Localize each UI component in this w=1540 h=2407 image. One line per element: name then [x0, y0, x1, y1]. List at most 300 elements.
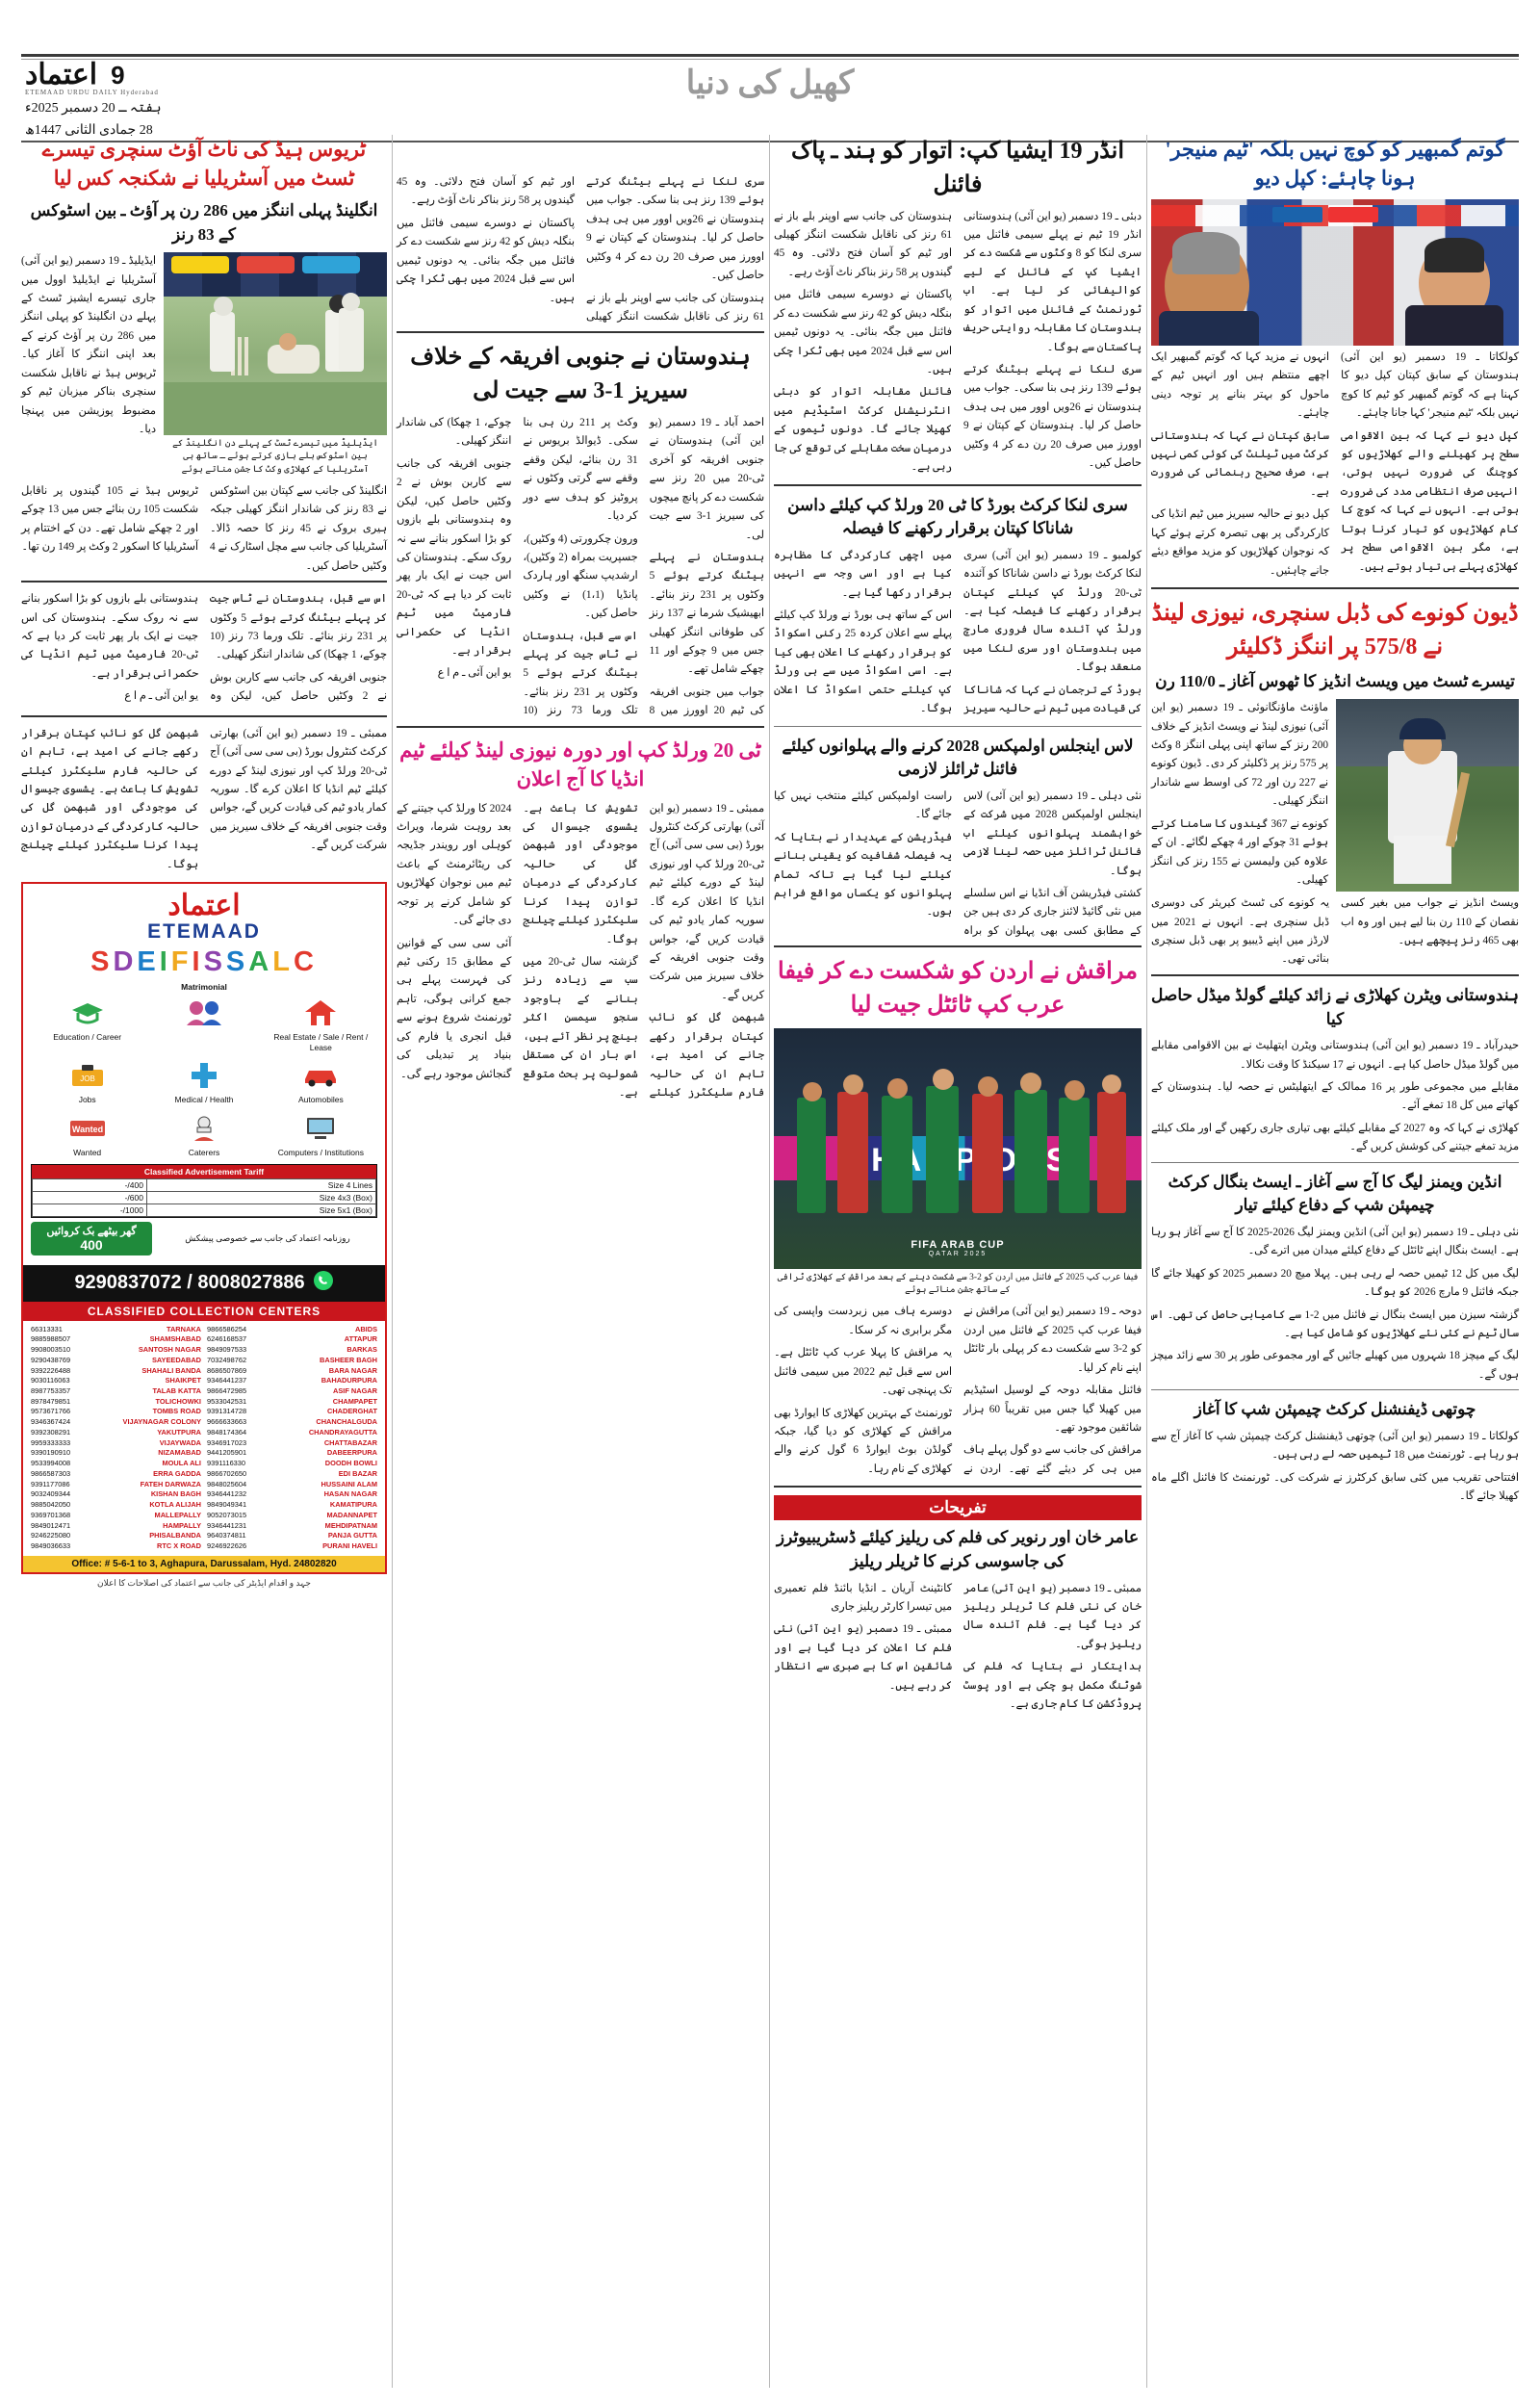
paragraph: گزشتہ سال ٹی-20 میں سب سے زیادہ رنز بنانے کے باوجود سنجو سیمسن اکثر بینچ پر نظر آئے ہیں، اس بار ان کی مستقل شمولیت پر بحث متوقع ہے۔: [523, 955, 638, 1099]
center-phone: 9246922626: [207, 1540, 247, 1550]
paragraph: سری لنکا نے پہلے بیٹنگ کرتے ہوئے 139 رنز ہی بنا سکی۔ جواب میں ہندوستان نے 26ویں اوور میں ہی ہدف حاصل کر لیا۔ ہندوستان کے کپتان نے 9 اوورز میں صرف 20 رن دے کر 4 وکٹیں حاصل کیں۔: [586, 176, 764, 282]
ad-badge-price: 400: [80, 1236, 103, 1253]
chef-icon: [147, 1109, 260, 1148]
center-name: ATTAPUR: [344, 1334, 377, 1344]
paragraph: لیگ کے میچز 18 شہروں میں کھیلے جائیں گے اور مجموعی طور پر 30 سے زائد میچز ہوں گے۔: [1151, 1350, 1519, 1381]
paragraph: مراقش کی جانب سے دو گول پہلے ہاف میں ہی کر دیئے گئے تھے۔ اردن نے دوسرے ہاف میں زبردست واپسی کی مگر برابری نہ کر سکا۔: [774, 1306, 1142, 1475]
tariff-rate: 1000/-: [33, 1204, 147, 1216]
paragraph: 2024 کا ورلڈ کپ جیتنے کے بعد روہت شرما، ویراٹ کوہلی اور رویندر جڈیجہ کی ریٹائرمنٹ کے باعث ٹیم میں نوجوان کھلاڑیوں کو شامل کرنے پر توجہ دی جائے گی۔: [397, 802, 512, 927]
article-t20-squad-spill: [21, 725, 387, 874]
paragraph: فیڈریشن کے عہدیدار نے بتایا کہ یہ فیصلہ شفافیت کو یقینی بنانے کیلئے لیا گیا ہے تاکہ تمام پہلوانوں کو یکساں مواقع فراہم ہوں۔: [774, 831, 952, 919]
article-devon-subheadline: تیسرے ٹسٹ میں ویسٹ انڈیز کا ٹھوس آغاز ـ 110/0 رن: [1155, 671, 1515, 690]
list-item: [31, 1531, 201, 1541]
article-india-sa-left-spill: [21, 590, 387, 711]
article-wsl-headline: انڈین ویمنز لیگ کا آج سے آغاز ـ ایسٹ بنگال کرکٹ چیمپئن شپ کے دفاع کیلئے تیار: [1168, 1172, 1502, 1215]
list-item: [207, 1428, 377, 1438]
center-phone: 9849036633: [31, 1540, 71, 1550]
paragraph: یہ کونوے کی ٹسٹ کیریئر کی دوسری ڈبل سنچری ہے۔ انہوں نے 2021 میں لارڈز میں اپنے ڈیبیو پر بھی ڈبل سنچری بنائی تھی۔: [1151, 897, 1329, 966]
center-phone: 9346917023: [207, 1437, 247, 1447]
fifa-arab-cup-logo: FIFA ARAB CUP QATAR 2025: [911, 1238, 1005, 1257]
article-devon-body-cont: [1151, 894, 1519, 970]
paragraph: دبئی ـ 19 دسمبر (یو این آئی) ہندوستانی انڈر 19 ٹیم نے پہلے سیمی فائنل میں سری لنکا کو 8 وکٹوں سے شکست دے کر ایشیا کپ کے فائنل کے لیے کوالیفائی کر لیا ہے۔ اب ٹورنمنٹ کے فائنل میں اتوار کو ہندوستان کا مقابلہ روایتی حریف پاکستان سے ہوگا۔: [963, 210, 1142, 353]
ashes-photo-caption: ایڈیلیڈ میں تیسرے ٹسٹ کے پہلے دن انگلینڈ کے بین اسٹوکس بلے بازی کرتے ہوئے ـ ساتھ ہی آسٹریلیا کے کھلاڑی وکٹ کا جشن مناتے ہوئے: [172, 439, 378, 475]
morocco-photo-caption: فیفا عرب کپ 2025 کے فائنل میں اردن کو 2-3 سے شکست دینے کے بعد مراقش کے کھلاڑی ٹرافی کے ساتھ جشن مناتے ہوئے: [777, 1272, 1139, 1296]
article-t20-squad-body: [397, 800, 764, 1103]
divider: [1151, 974, 1519, 976]
ad-whatsapp-number: 8008027886 / 9290837072: [74, 1272, 305, 1294]
center-phone: 9533042531: [207, 1396, 247, 1406]
center-name: VIJAYNAGAR COLONY: [122, 1417, 201, 1427]
list-item: [31, 1500, 201, 1511]
paragraph: نئی دہلی ـ 19 دسمبر (یو این آئی) انڈین ویمنز لیگ 2026-2025 کا آج سے آغاز ہو رہا ہے۔ ایسٹ بنگال اپنے ٹائٹل کے دفاع کیلئے میدان میں اترے گی۔: [1151, 1226, 1520, 1257]
briefcase-icon: [31, 1056, 143, 1095]
masthead-logo-english: ETEMAAD URDU DAILY Hyderabad: [25, 88, 159, 96]
center-name: TALAB KATTA: [152, 1385, 201, 1395]
list-item: [207, 1541, 377, 1552]
paragraph: کولمبو ـ 19 دسمبر (یو این آئی) سری لنکا کرکٹ بورڈ نے داسن شاناکا کو آئندہ ٹی-20 ورلڈ کپ کیلئے کپتان برقرار رکھنے کا فیصلہ کیا ہے۔ ورلڈ کپ آئندہ سال فروری مارچ میں ہندوستان اور سری لنکا میں منعقد ہوگا۔: [963, 549, 1142, 674]
ashes-match-photo: [164, 252, 387, 435]
center-name: CHADERGHAT: [326, 1407, 377, 1416]
center-name: BARA NAGAR: [328, 1365, 377, 1375]
list-item: [207, 1334, 377, 1345]
computer-icon: [265, 1109, 377, 1148]
column-grid: [21, 135, 1519, 2388]
column-4: [21, 135, 387, 2388]
page-footer-note: جہد و اقدام ایڈیٹر کی جانب سے اعتماد کی اصلاحات کا اعلان: [97, 1577, 311, 1588]
center-phone: 9959333333: [31, 1437, 71, 1447]
center-name: HASAN NAGAR: [323, 1489, 377, 1499]
center-name: ASIF NAGAR: [333, 1385, 377, 1395]
section-title: کھیل کی دنیا: [685, 65, 855, 101]
center-name: KISHAN BAGH: [150, 1489, 201, 1499]
center-phone: 9391177086: [31, 1479, 70, 1488]
paragraph: اس کے ساتھ ہی بورڈ نے ورلڈ کپ کیلئے پہلے سے اعلان کردہ 25 رکنی اسکواڈ کو برقرار رکھنے کا اعلان بھی کیا ہے۔ اسی اسکواڈ میں سے ہی ورلڈ کپ کیلئے حتمی اسکواڈ کا اعلان ہوگا۔: [774, 609, 952, 715]
ad-category-automobiles[interactable]: [265, 1056, 377, 1105]
ad-category-education[interactable]: [31, 994, 143, 1052]
article-hyd-headline: ہندوستانی ویٹرن کھلاڑی نے زائد کیلئے گولڈ میڈل حاصل کیا: [1151, 985, 1519, 1028]
ad-category-medical[interactable]: [147, 1056, 260, 1105]
paragraph: ہدایتکار نے بتایا کہ فلم کی شوٹنگ مکمل ہو چکی ہے اور پوسٹ پروڈکشن کا کام جاری ہے۔: [963, 1661, 1142, 1711]
center-name: SHAMSHABAD: [149, 1334, 201, 1344]
column-2: [774, 135, 1142, 2388]
divider: [21, 715, 387, 717]
ad-category-label: Education / Career: [53, 1032, 122, 1043]
article-kapil-headline: گوتم گمبھیر کو کوچ نہیں بلکہ 'ٹیم منیجر' ہونا چاہئے: کپل دیو: [1165, 138, 1505, 191]
center-phone: 6246168537: [207, 1334, 247, 1344]
center-name: BARKAS: [346, 1345, 377, 1355]
list-item: [207, 1356, 377, 1366]
paragraph: فائنل مقابلہ اتوار کو دبئی انٹرنیشنل کرکٹ اسٹیڈیم میں کھیلا جائے گا۔ دونوں ٹیموں کے درمیان سخت مقابلے کی توقع کی جا رہی ہے۔: [774, 386, 952, 474]
divider: [21, 581, 387, 582]
ad-category-label: Automobiles: [297, 1095, 344, 1105]
center-phone: 8686507869: [207, 1365, 247, 1375]
center-name: HUSSAINI ALAM: [321, 1479, 377, 1488]
masthead-date-hijri: 28 جمادی الثانی 1447ھ: [25, 122, 153, 138]
center-name: TOLICHOWKI: [155, 1396, 201, 1406]
ad-category-label: Real Estate / Sale / Rent / Lease: [273, 1032, 369, 1052]
ad-category-caterers[interactable]: [147, 1109, 260, 1158]
divider: [774, 484, 1142, 486]
list-item: [31, 1356, 201, 1366]
list-item: [207, 1531, 377, 1541]
masthead-logo-arabic: اعتماد: [25, 59, 98, 91]
center-name: SANTOSH NAGAR: [138, 1345, 201, 1355]
paragraph: ممبئی ـ 19 دسمبر (یو این آئی) عامر خان کی نئی فلم کا ٹریلر ریلیز کر دیا گیا ہے۔ فلم آئندہ سال ریلیز ہوگی۔: [963, 1582, 1142, 1650]
kapil-dev-photo: [1151, 199, 1519, 346]
list-item: [31, 1366, 201, 1377]
tariff-size: Size 4 Lines: [146, 1178, 375, 1191]
ad-office-address: Office: # 5-6-1 to 3, Aghapura, Darussalam, Hyd. 24802820: [23, 1556, 385, 1572]
house-icon: [265, 994, 377, 1032]
center-name: SAYEEDABAD: [151, 1355, 201, 1364]
article-india-sa-body: [397, 414, 764, 721]
paragraph: پاکستان نے دوسرے سیمی فائنل میں بنگلہ دیش کو 42 رنز سے شکست دے کر فائنل میں جگہ بنائی۔ یہ دونوں ٹیمیں اس سے قبل 2024 میں بھی ٹکرا چکی ہیں۔: [397, 217, 575, 304]
ad-urdu-note: روزنامہ اعتماد کی جانب سے خصوصی پیشکش: [185, 1232, 350, 1243]
article-champ-body: [1151, 1428, 1519, 1507]
center-name: MEHDIPATNAM: [324, 1520, 377, 1530]
paragraph: کپل دیو نے حالیہ سیریز میں ٹیم انڈیا کی کارکردگی پر بھی تبصرہ کرتے ہوئے کہا کہ نوجوان کھلاڑیوں کو مزید مواقع دیئے جانے چاہئیں۔: [1151, 508, 1329, 577]
article-india-sa-spill: [21, 590, 387, 711]
center-phone: 9866586254: [207, 1324, 247, 1333]
article-u19-asia-cup: [774, 135, 1142, 479]
paragraph: افتتاحی تقریب میں کئی سابق کرکٹرز نے شرکت کی۔ ٹورنمنٹ کا فائنل اگلے ماہ کھیلا جائے گا۔: [1151, 1471, 1519, 1503]
matrimonial-label: Matrimonial: [181, 982, 227, 993]
paragraph: یہ مراقش کا پہلا عرب کپ ٹائٹل ہے۔ اس سے قبل ٹیم 2022 میں سیمی فائنل تک پہنچی تھی۔: [774, 1347, 952, 1397]
medical-cross-icon: [147, 1056, 260, 1095]
list-item: [207, 1397, 377, 1408]
list-item: [31, 1511, 201, 1521]
center-name: FATEH DARWAZA: [140, 1479, 201, 1488]
center-name: MALLEPALLY: [154, 1510, 201, 1519]
list-item: [31, 1448, 201, 1459]
center-phone: 9030116063: [31, 1376, 70, 1385]
center-phone: 9441205901: [207, 1448, 247, 1458]
center-phone: 9346441231: [207, 1520, 247, 1530]
tariff-size: Size 4x3 (Box): [146, 1191, 375, 1204]
paragraph: انگلینڈ کی جانب سے کپتان بین اسٹوکس نے 83 رنز کی شاندار اننگز کھیلی جبکہ ہیری بروک نے 45 رنز کا حصہ ڈالا۔ آسٹریلیا کی جانب سے مچل اسٹارک نے 4 وکٹیں حاصل کیں۔: [210, 485, 387, 572]
center-phone: 9392226488: [31, 1365, 71, 1375]
list-item: [31, 1397, 201, 1408]
paragraph: ٹورنمنٹ کے بہترین کھلاڑی کا ایوارڈ بھی مراقش کے کھلاڑی کو دیا گیا، جبکہ گولڈن بوٹ ایوارڈ 6 گول کرنے والے کھلاڑی کے نام رہا۔: [774, 1407, 952, 1475]
article-hyd-body: [1151, 1037, 1519, 1157]
paragraph: کولکاتا ـ 19 دسمبر (یو این آئی) چوتھی ڈیفنشنل کرکٹ چیمپئن شپ کا آغاز آج سے ہو رہا ہے۔ ٹورنمنٹ میں 18 ٹیمیں حصہ لے رہی ہیں۔: [1151, 1430, 1519, 1462]
wanted-icon: [31, 1109, 143, 1148]
center-name: TARNAKA: [167, 1324, 201, 1333]
paragraph: اس سے قبل، ہندوستان نے ٹاس جیت کر پہلے بیٹنگ کرتے ہوئے 5 وکٹوں پر 231 رنز بنائے۔ تلک ورما 73 رنز (10 چوکے، 1 چھکا) کی شاندار اننگز کھیلی۔: [397, 416, 638, 717]
center-phone: 9848025604: [207, 1479, 247, 1488]
ad-logo-arabic: اعتماد: [167, 890, 241, 922]
center-name: NIZAMABAD: [158, 1448, 201, 1458]
ad-category-matrimonial[interactable]: [147, 994, 260, 1052]
article-india-sa: [397, 341, 764, 720]
center-phone: 8978479851: [31, 1396, 71, 1406]
ad-category-jobs[interactable]: [31, 1056, 143, 1105]
center-name: RTC X ROAD: [157, 1540, 201, 1550]
center-phone: 9032409344: [31, 1489, 71, 1499]
list-item: [31, 1325, 201, 1335]
paragraph: لیگ میں کل 12 ٹیمیں حصہ لے رہی ہیں۔ پہلا میچ 20 دسمبر 2025 کو کھیلا جائے گا جبکہ فائنل 9 مارچ 2026 کو ہوگا۔: [1151, 1267, 1519, 1299]
list-item: [207, 1489, 377, 1500]
center-name: BAHADURPURA: [321, 1376, 377, 1385]
center-phone: 9390190910: [31, 1448, 71, 1458]
center-phone: 66313331: [31, 1324, 63, 1333]
center-name: EDI BAZAR: [338, 1468, 377, 1478]
paragraph: جنوبی افریقہ کی جانب سے کاربن بوش نے 2 وکٹیں حاصل کیں، لیکن وہ ہندوستانی بلے بازوں کو بڑا اسکور بنانے سے نہ روک سکے۔ ہندوستان کی اس جیت نے ایک بار پھر ثابت کر دیا ہے کہ ٹی-20 فارمیٹ میں ٹیم انڈیا کی حکمرانی برقرار ہے۔: [21, 593, 387, 703]
paragraph: ہندوستان کی جانب سے اوپنر بلے باز نے 61 رنز کی ناقابل شکست اننگز کھیلی اور ٹیم کو آسان فتح دلائی۔ وہ 45 گیندوں پر 58 رنز بناکر ناٹ آؤٹ رہے۔: [397, 176, 764, 323]
paragraph: فائنل مقابلہ دوحہ کے لوسیل اسٹیڈیم میں کھیلا گیا جس میں تقریباً 60 ہزار شائقین موجود تھے۔: [963, 1385, 1142, 1434]
paragraph: سابق کپتان نے کہا کہ ہندوستانی کرکٹ میں ٹیلنٹ کی کوئی کمی نہیں ہے، صرف صحیح رہنمائی کی ضرورت ہے۔: [1151, 429, 1329, 498]
list-item: [31, 1489, 201, 1500]
ad-collection-centers-list: [23, 1321, 385, 1556]
divider: [774, 945, 1142, 947]
tariff-table: [31, 1164, 377, 1218]
list-item: [207, 1500, 377, 1511]
paragraph: کشتی فیڈریشن آف انڈیا نے اس سلسلے میں نئی گائیڈ لائنز جاری کر دی ہیں جن کے مطابق کسی بھی پہلوان کو براہ راست اولمپکس کیلئے منتخب نہیں کیا جائے گا۔: [774, 789, 1142, 937]
list-item: [31, 1407, 201, 1417]
list-item: [31, 1345, 201, 1356]
center-name: MADANNAPET: [326, 1510, 377, 1519]
column-separator-3: [392, 135, 393, 2388]
list-item: [31, 1469, 201, 1480]
center-name: CHATTABAZAR: [323, 1437, 377, 1447]
center-phone: 9533994008: [31, 1459, 71, 1468]
center-phone: 9866702650: [207, 1468, 247, 1478]
article-u19-headline: انڈر 19 ایشیا کپ: اتوار کو ہند ـ پاک فائنل: [790, 139, 1125, 197]
article-ashes-body: [21, 482, 387, 576]
article-srilanka-headline: سری لنکا کرکٹ بورڈ کا ٹی 20 ورلڈ کپ کیلئے داسن شاناکا کپتان برقرار رکھنے کا فیصلہ: [787, 495, 1128, 538]
paragraph: کپل دیو نے کہا کہ بین الاقوامی سطح پر کھیلنے والے کھلاڑیوں کو کوچنگ کی ضرورت نہیں ہوتی، انہیں صرف انتظامی مدد کی ضرورت ہوتی ہے۔ انہوں نے کہا کہ کوچ کا کام کھلاڑیوں کو تیار کرنا ہوتا ہے، مگر بین الاقوامی سطح پر کھلاڑی پہلے ہی تیار ہوتے ہیں۔: [1341, 429, 1519, 573]
article-entertainment: [774, 1495, 1142, 1714]
article-india-sa-headline: ہندوستان نے جنوبی افریقہ کے خلاف سیریز 1-3 سے جیت لی: [410, 345, 751, 404]
ad-category-label: Caterers: [188, 1147, 220, 1157]
article-srilanka: [774, 494, 1142, 721]
car-icon: [265, 1056, 377, 1095]
center-phone: 9290438769: [31, 1355, 71, 1364]
center-name: HAMPALLY: [163, 1520, 201, 1530]
list-item: [207, 1417, 377, 1428]
paragraph: جواب میں جنوبی افریقہ کی ٹیم 20 اوورز میں 8 وکٹ پر 211 رن ہی بنا سکی۔ ڈیوالڈ بریوس نے 31 رن بنائے، لیکن وقفے وقفے سے گرتی وکٹوں نے پروٹیز کو ہدف سے دور کر دیا۔: [523, 416, 764, 717]
center-name: CHANDRAYAGUTTA: [308, 1427, 377, 1436]
center-name: DABEERPURA: [326, 1448, 377, 1458]
divider: [397, 331, 764, 333]
paragraph: کانٹینٹ آریان ـ انڈیا بائنڈ فلم تعمیری میں تیسرا کارٹر ریلیز جاری: [774, 1582, 952, 1613]
center-phone: 9246225080: [31, 1531, 71, 1540]
center-name: ERRA GADDA: [153, 1468, 201, 1478]
ad-category-label: Jobs: [78, 1095, 96, 1105]
article-la2028-body: [774, 788, 1142, 941]
classified-advertisement: [21, 882, 387, 1574]
center-phone: 9346367424: [31, 1417, 71, 1427]
paragraph: نئی دہلی ـ 19 دسمبر (یو این آئی) لاس اینجلس اولمپکس 2028 میں شرکت کے خواہشمند پہلوانوں کیلئے اب فائنل ٹرائلز میں حصہ لینا لازمی ہوگا۔: [963, 789, 1142, 877]
svg-text:Wanted: Wanted: [71, 1124, 103, 1134]
paragraph: ممبئی ـ 19 دسمبر (یو این آئی) بھارتی کرکٹ کنٹرول بورڈ (بی سی سی آئی) آج ٹی-20 ورلڈ کپ اور نیوزی لینڈ کے دورے کیلئے ٹیم انڈیا کا اعلان کرے گا۔ سوریہ کمار یادو ٹیم کی قیادت کریں گے، جواس وقت جنوبی افریقہ کے خلاف سیریز میں شرکت کریں گے۔: [210, 727, 387, 852]
center-name: KOTLA ALIJAH: [149, 1500, 201, 1510]
paragraph: سری لنکا نے پہلے بیٹنگ کرتے ہوئے 139 رنز ہی بنا سکی۔ جواب میں ہندوستان نے 26ویں اوور میں ہی ہدف حاصل کر لیا۔ ہندوستان کے کپتان نے 9 اوورز میں صرف 20 رن دے کر 4 وکٹیں حاصل کیں۔: [963, 363, 1142, 470]
paragraph: کونوے نے 367 گیندوں کا سامنا کرتے ہوئے 31 چوکے اور 4 چھکے لگائے۔ ان کے علاوہ کین ولیمسن نے 155 رنز کی اننگز کھیلی۔: [1151, 817, 1328, 886]
center-phone: 9849049341: [207, 1500, 247, 1510]
center-name: ABIDS: [355, 1324, 377, 1333]
article-devon-conway: [1151, 597, 1519, 970]
list-item: [207, 1345, 377, 1356]
divider: [774, 726, 1142, 727]
center-phone: 7032498762: [207, 1355, 247, 1364]
center-name: MOULA ALI: [162, 1459, 201, 1468]
column-separator-2: [769, 135, 770, 2388]
masthead-date-gregorian: ہفتہ ـ 20 دسمبر 2025ء: [25, 100, 162, 116]
article-ashes: [21, 135, 387, 576]
center-phone: 9391314728: [207, 1407, 247, 1416]
entertainment-section-bar: تفریحات: [774, 1495, 1142, 1520]
table-row: [33, 1204, 376, 1216]
center-phone: 9908003510: [31, 1345, 71, 1355]
center-phone: 9369701368: [31, 1510, 71, 1519]
article-morocco-body: [774, 1303, 1142, 1481]
center-phone: 8987753357: [31, 1385, 71, 1395]
article-la2028-headline: لاس اینجلس اولمپکس 2028 کرنے والے پہلوانوں کیلئے فائنل ٹرائلز لازمی: [782, 736, 1134, 779]
ad-category-wanted[interactable]: [31, 1109, 143, 1158]
center-name: TOMBS ROAD: [152, 1407, 201, 1416]
list-item: [207, 1366, 377, 1377]
paragraph: ہندوستان کی جانب سے اوپنر بلے باز نے 61 رنز کی ناقابل شکست اننگز کھیلی اور ٹیم کو آسان فتح دلائی۔ وہ 45 گیندوں پر 58 رنز بناکر ناٹ آؤٹ رہے۔: [774, 210, 952, 278]
article-kapil-dev: [1151, 135, 1519, 582]
ad-category-label: Medical / Health: [174, 1095, 234, 1105]
article-t20-squad-left-spill: [21, 725, 387, 874]
article-champ-headline: چوتھی ڈیفنشنل کرکٹ چیمپئن شپ کا آغاز: [1194, 1400, 1476, 1419]
list-item: [31, 1480, 201, 1490]
paragraph: ٹریوس ہیڈ نے 105 گیندوں پر ناقابل شکست 105 رن بنائے جس میں 13 چوکے اور 2 چھکے شامل تھے۔ دن کے اختتام پر آسٹریلیا کا اسکور 2 وکٹ پر 149 رن تھا۔: [21, 485, 199, 554]
list-item: [31, 1417, 201, 1428]
list-item: [207, 1438, 377, 1449]
article-t20-squad: [397, 736, 764, 1103]
list-item: [207, 1459, 377, 1469]
ad-category-label: Wanted: [73, 1147, 102, 1157]
article-morocco-headline: مراقش نے اردن کو شکست دے کر فیفا عرب کپ ٹائٹل جیت لیا: [778, 959, 1138, 1019]
article-devon-body: [1151, 699, 1328, 893]
ad-logo-english: ETEMAAD: [147, 920, 261, 944]
center-name: CHANCHALGUDA: [316, 1417, 377, 1427]
tariff-title: Classified Advertisement Tariff: [32, 1165, 376, 1178]
article-kapil-body: [1151, 349, 1519, 582]
paragraph: کھلاڑی نے کہا کہ وہ 2027 کے مقابلے کیلئے بھی تیاری جاری رکھیں گے اور ملک کیلئے مزید تمغے جیتنے کی کوشش کریں گے۔: [1151, 1122, 1519, 1153]
article-morocco: [774, 955, 1142, 1481]
ad-collection-centers-title: CLASSIFIED COLLECTION CENTERS: [23, 1302, 385, 1321]
center-name: PANJA GUTTA: [327, 1531, 377, 1540]
graduation-cap-icon: [31, 994, 143, 1032]
center-phone: 9849097533: [207, 1345, 247, 1355]
list-item: [31, 1376, 201, 1386]
center-phone: 9849012471: [31, 1520, 71, 1530]
article-u19-body: [774, 208, 1142, 479]
center-name: PURANI HAVELI: [322, 1540, 377, 1550]
article-u19-spill: [397, 173, 764, 326]
masthead: [0, 17, 1540, 138]
paragraph: پاکستان نے دوسرے سیمی فائنل میں بنگلہ دیش کو 42 رنز سے شکست دے کر فائنل میں جگہ بنائی۔ یہ دونوں ٹیمیں اس سے قبل 2024 میں بھی ٹکرا چکی ہیں۔: [774, 289, 952, 375]
ad-category-real-estate[interactable]: [265, 994, 377, 1052]
ad-badge-text: گھر بیٹھے بک کروائیں: [46, 1225, 137, 1237]
paragraph: مقابلے میں مجموعی طور پر 16 ممالک کے ایتھلیٹس نے حصہ لیا۔ ہندوستان کے کھاتے میں کل 18 تمغے آئے۔: [1151, 1080, 1519, 1112]
paragraph: انہوں نے مزید کہا کہ گوتم گمبھیر ایک اچھے منتظم ہیں اور انہیں ٹیم کے ماحول کو بہتر بنانے پر توجہ دینی چاہئے۔: [1151, 350, 1329, 420]
center-name: SHAHALI BANDA: [141, 1365, 201, 1375]
paragraph: ہندوستان نے پہلے بیٹنگ کرتے ہوئے 5 وکٹوں پر 231 رنز بنائے۔ ابھیشیک شرما نے 137 رنز کی طوفانی اننگز کھیلی جس میں 9 چوکے اور 11 چھکے شامل تھے۔: [649, 551, 765, 676]
tariff-size: Size 5x1 (Box): [146, 1204, 375, 1216]
article-wsl-body: [1151, 1224, 1519, 1385]
article-srilanka-body: [774, 547, 1142, 721]
article-hyd-player: [1151, 984, 1519, 1157]
center-name: PHISALBANDA: [149, 1531, 201, 1540]
article-devon-headline: ڈیون کونوے کی ڈبل سنچری، نیوزی لینڈ نے 575/8 پر اننگز ڈکلیئر: [1151, 600, 1519, 660]
list-item: [207, 1521, 377, 1532]
list-item: [31, 1428, 201, 1438]
paragraph: دوحہ ـ 19 دسمبر (یو این آئی) مراقش نے فیفا عرب کپ 2025 کے فائنل میں اردن کو 2-3 سے شکست دے کر پہلی بار ٹائٹل اپنے نام کر لیا۔: [963, 1306, 1142, 1374]
paragraph: بورڈ کے ترجمان نے کہا کہ شاناکا کی قیادت میں ٹیم نے حالیہ سیریز میں اچھی کارکردگی کا مظاہرہ کیا ہے اور اسی وجہ سے انہیں برقرار رکھا گیا ہے۔: [774, 549, 1142, 715]
list-item: [31, 1459, 201, 1469]
list-item: [207, 1376, 377, 1386]
list-item: [207, 1480, 377, 1490]
table-row: [33, 1178, 376, 1191]
paragraph: آئی سی سی کے قوانین کے مطابق 15 رکنی ٹیم کی فہرست پہلے ہی جمع کرانی ہوگی، تاہم ٹورنمنٹ شروع ہونے سے قبل انجری یا فارم کی بنیاد پر تبدیلی کی گنجائش موجود رہے گی۔: [397, 937, 512, 1080]
article-la2028: [774, 735, 1142, 942]
paragraph: اس سے قبل، ہندوستان نے ٹاس جیت کر پہلے بیٹنگ کرتے ہوئے 5 وکٹوں پر 231 رنز بنائے۔ تلک ورما 73 رنز (10 چوکے، 1 چھکا) کی شاندار اننگز کھیلی۔: [210, 593, 388, 661]
ad-category-label: Computers / Institutions: [277, 1147, 364, 1157]
list-item: [31, 1334, 201, 1345]
paragraph: ممبئی ـ 19 دسمبر (یو این آئی) بھارتی کرکٹ کنٹرول بورڈ (بی سی سی آئی) آج ٹی-20 ورلڈ کپ اور نیوزی لینڈ کے دورے کیلئے ٹیم انڈیا کا اعلان کرے گا۔ سوریہ کمار یادو ٹیم کی قیادت کریں گے، جواس وقت جنوبی افریقہ کے خلاف سیریز میں شرکت کریں گے۔: [649, 802, 764, 1001]
center-phone: 9866472985: [207, 1385, 247, 1395]
article-wsl: [1151, 1171, 1519, 1385]
divider: [397, 726, 764, 728]
center-phone: 9866587303: [31, 1468, 71, 1478]
center-phone: 9346441237: [207, 1376, 247, 1385]
paragraph: کولکاتا ـ 19 دسمبر (یو این آئی) ہندوستان کے سابق کپتان کپل دیو کا کہنا ہے کہ گوتم گمبھیر کو ٹیم کا کوچ نہیں بلکہ 'ٹیم منیجر' کہا جانا چاہئے۔: [1341, 350, 1519, 420]
matrimonial-icon: [147, 994, 260, 1032]
column-separator-1: [1146, 135, 1147, 2388]
article-ashes-headline: ٹریوس ہیڈ کی ناٹ آؤٹ سنچری تیسرے ٹسٹ میں آسٹریلیا نے شکنجہ کس لیا: [41, 138, 367, 191]
ad-category-computers[interactable]: [265, 1109, 377, 1158]
tariff-rate: 400/-: [33, 1178, 147, 1191]
nz-batsman-photo: [1336, 699, 1519, 892]
center-phone: 9666633663: [207, 1417, 247, 1427]
center-phone: 9885042050: [31, 1500, 71, 1510]
tariff-rate: 600/-: [33, 1191, 147, 1204]
paragraph: جنوبی افریقہ کی جانب سے کاربن بوش نے 2 وکٹیں حاصل کیں، لیکن وہ ہندوستانی بلے بازوں کو بڑا اسکور بنانے سے نہ روک سکے۔ ہندوستان کی اس جیت نے ایک بار پھر ثابت کر دیا ہے کہ ٹی-20 فارمیٹ میں ٹیم انڈیا کی حکمرانی برقرار ہے۔: [397, 457, 512, 658]
center-name: CHAMPAPET: [332, 1396, 377, 1406]
paragraph: احمد آباد ـ 19 دسمبر (یو این آئی) ہندوستان نے جنوبی افریقہ کو آخری ٹی-20 میں 20 رنز سے شکست دے کر پانچ میچوں کی سیریز 1-3 سے جیت لی۔: [649, 416, 764, 541]
center-phone: 9391116330: [207, 1459, 246, 1468]
paragraph: ممبئی ـ 19 دسمبر (یو این آئی) نئی فلم کا اعلان کر دیا گیا ہے اور شائقین اس کا بے صبری سے انتظار کر رہے ہیں۔: [774, 1623, 952, 1692]
divider: [1151, 587, 1519, 589]
center-name: VIJAYWADA: [159, 1437, 201, 1447]
list-item: [31, 1438, 201, 1449]
list-item: [31, 1386, 201, 1397]
divider: [1151, 1389, 1519, 1390]
list-item: [31, 1521, 201, 1532]
paragraph: حیدرآباد ـ 19 دسمبر (یو این آئی) ہندوستانی ویٹرن ایتھلیٹ نے بین الاقوامی مقابلے میں گولڈ میڈل حاصل کیا ہے۔ انہوں نے 17 سیکنڈ کا وقت نکالا۔: [1151, 1040, 1519, 1071]
article-u19-left-continuation: [397, 173, 764, 326]
paragraph: یو این آئی ـ م ا ع: [437, 667, 512, 680]
article-champ-trophy: [1151, 1398, 1519, 1506]
list-item: [207, 1511, 377, 1521]
center-name: DOODH BOWLI: [324, 1459, 377, 1468]
masthead-rule-top: [21, 54, 1519, 57]
column-3: [397, 135, 764, 2388]
list-item: [207, 1386, 377, 1397]
svg-text:JOB: JOB: [79, 1074, 95, 1084]
paragraph: گزشتہ سیزن میں ایسٹ بنگال نے فائنل میں 2-1 سے کامیابی حاصل کی تھی۔ اس سال ٹیم نے کئی نئے کھلاڑیوں کو شامل کیا ہے۔: [1151, 1308, 1519, 1340]
paragraph: ورون چکرورتی (4 وکٹیں)، جسپریت بمراہ (2 وکٹیں)، ارشدیپ سنگھ اور ہاردک پانڈیا (1،1) نے وکٹیں حاصل کیں۔: [523, 532, 638, 620]
center-name: KAMATIPURA: [329, 1500, 377, 1510]
morocco-celebration-photo: [774, 1028, 1142, 1269]
ad-whatsapp-bar[interactable]: [23, 1265, 385, 1302]
center-phone: 9885988507: [31, 1334, 71, 1344]
